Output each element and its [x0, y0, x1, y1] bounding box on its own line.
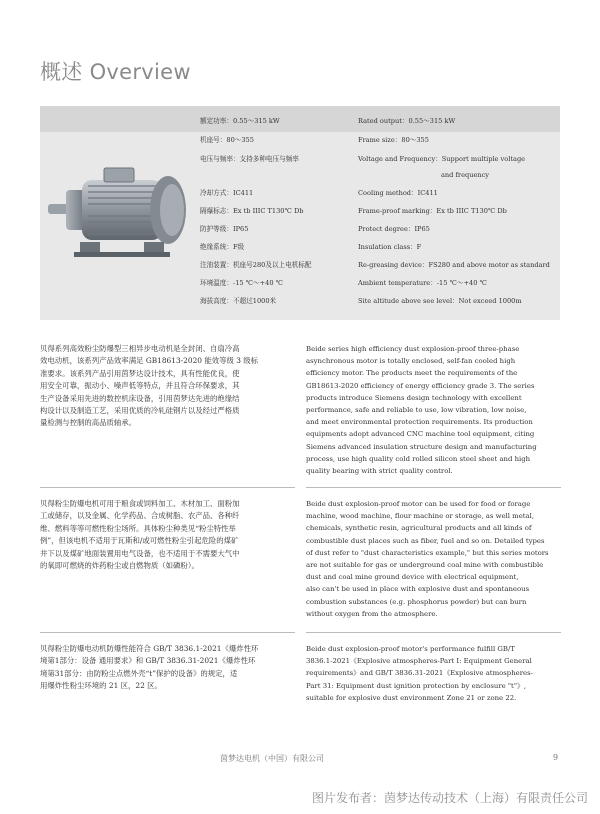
text-line: Beide dust explosion-proof motor can be used for food or forage — [306, 500, 531, 508]
spec-item: Insulation class：F — [358, 243, 422, 251]
text-line: Part 31: Equipment dust ignition protection by enclosure "t"》, — [306, 681, 527, 690]
spec-item: Site altitude above see level：Not exceed 1000m — [358, 297, 522, 305]
text-line: 生产设备采用先进的数控机床设备，引用茵梦达先进的绝缘结 — [40, 393, 240, 403]
text-line: Beide dust explosion-proof motor's performance fulfill GB/T — [306, 645, 515, 653]
text-line: efficiency motor. The products meet the requirements of the — [306, 369, 518, 378]
section-3-cn — [40, 643, 295, 693]
divider — [306, 487, 561, 488]
text-line: combustion substances (e.g. phosphorus powder) but can burn — [306, 597, 527, 606]
text-line: 构设计以及制造工艺，采用优质的冷轧硅钢片以及经过严格质 — [40, 406, 240, 416]
spec-item: Rated output：0.55～315 kW — [358, 117, 456, 125]
spec-item: 注油装置：机座号280及以上电机标配 — [200, 261, 312, 269]
section-1-en — [306, 343, 561, 477]
spec-item: 电压与频率：支持多种电压与频率 — [200, 155, 299, 163]
spec-item: 绝缘系统：F级 — [200, 243, 245, 251]
spec-item: Protect degree：IP65 — [358, 225, 430, 233]
text-line: 贝得粉尘防爆电动机防爆性能符合 GB/T 3836.1-2021《爆炸性环 — [40, 644, 259, 653]
page-title: 概述 Overview — [40, 60, 191, 84]
text-line: quality bearing with strict quality control. — [306, 467, 453, 476]
spec-item: Cooling method：IC411 — [358, 189, 438, 197]
text-line: of dust refer to "dust characteristics example," but this series motors — [306, 548, 549, 557]
text-line: dust and coal mine ground device with electrical equipment, — [306, 573, 519, 582]
text-line: requirements》and GB/T 3836.31-2021《Explosive atmospheres- — [306, 669, 533, 678]
text-line: 量检测与控制的高品质轴承。 — [40, 418, 137, 428]
text-line: machine, wood machine, flour machine or storage, as well metal, — [306, 512, 535, 521]
spec-item: 隔爆标志：Ex tb IIIC T130℃ Db — [200, 207, 304, 215]
text-line: 准要求。该系列产品引用茵梦达设计技术，具有性能优良，使 — [40, 368, 240, 378]
spec-item: 防护等级：IP65 — [200, 225, 249, 233]
spec-item: Frame-proof marking：Ex tb IIIC T130℃ Db — [358, 207, 507, 215]
text-line: 例”，但该电机不适用于瓦斯和/或可燃性粉尘引起危险的煤矿 — [40, 536, 239, 546]
spec-item: 额定功率：0.55～315 kW — [200, 117, 280, 125]
text-line: Siemens advanced insulation structure design and manufacturing — [306, 442, 537, 451]
text-line: 效电动机，该系列产品效率满足 GB18613-2020 能效等级 3 级标 — [40, 356, 259, 366]
text-line: also can't be used in place with explosive dust and spontaneous — [306, 585, 530, 594]
spec-item: Frame size：80～355 — [358, 136, 429, 144]
text-line: 贝得粉尘防爆电机可用于粮食或饲料加工、木材加工、面粉加 — [40, 499, 240, 508]
spec-item: 机座号：80～355 — [200, 136, 254, 144]
text-line: 境第31部分：由防粉尘点燃外壳“t”保护的设备》的规定，适 — [40, 668, 238, 678]
text-line: Beide series high efficiency dust explosion-proof three-phase — [306, 345, 520, 353]
section-1-cn — [40, 343, 295, 430]
divider — [40, 487, 295, 488]
text-line: 井下以及煤矿地面装置用电气设备，也不适用于不需要大气中 — [40, 548, 240, 558]
spec-item: 海拔高度：不超过1000米 — [200, 297, 277, 305]
spec-item: Re-greasing device：FS280 and above motor as standard — [358, 261, 550, 269]
text-line: combustible dust places such as fiber, fuel and so on. Detailed types — [306, 536, 545, 545]
text-line: products introduce Siemens design technology with excellent — [306, 393, 522, 402]
divider — [306, 632, 561, 633]
publisher-watermark: 图片发布者：茵梦达传动技术（上海）有限责任公司 — [311, 791, 588, 805]
spec-item: and frequency — [441, 171, 490, 179]
text-line: are not suitable for gas or underground coal mine with combustible — [306, 561, 544, 570]
text-line: 用爆炸性粉尘环境的 21 区，22 区。 — [40, 681, 162, 691]
text-line: performance, safe and reliable to use, low vibration, low noise, — [306, 406, 527, 415]
text-line: 3836.1-2021《Explosive atmospheres-Part I: Equipment General — [306, 657, 532, 666]
text-line: process, use high quality cold rolled silicon steel sheet and high — [306, 454, 531, 463]
text-line: and meet environmental protection requirements. Its production — [306, 418, 533, 427]
section-2-cn — [40, 498, 295, 572]
divider — [40, 632, 295, 633]
spec-item: Voltage and Frequency：Support multiple voltage — [358, 155, 526, 163]
text-line: equipments adopt advanced CNC machine tool equipment, citing — [306, 430, 535, 439]
spec-header-bar — [40, 106, 560, 132]
text-line: 工或储存，以及金属、化学药品、合成树脂、农产品、各种纤 — [40, 511, 240, 521]
spec-item: 冷却方式：IC411 — [200, 189, 254, 197]
text-line: 境第1部分：设备 通用要求》和 GB/T 3836.31-2021《爆炸性环 — [40, 656, 256, 666]
text-line: 维、燃料等等可燃性粉尘场所。具体粉尘种类见“粉尘特性举 — [40, 523, 236, 533]
section-3-en — [306, 643, 561, 704]
text-line: asynchronous motor is totally enclosed, self-fan cooled high — [306, 357, 516, 366]
text-line: 用安全可靠，振动小、噪声低等特点，并且符合环保要求，其 — [40, 381, 240, 391]
text-line: without oxygen from the atmosphere. — [306, 609, 438, 618]
section-2-en — [306, 498, 561, 620]
text-line: 的氧即可燃烧的炸药粉尘或自燃物质（如磷粉）。 — [40, 561, 199, 571]
text-line: chemicals, synthetic resin, agricultural products and all kinds of — [306, 524, 532, 533]
text-line: suitable for explosive dust environment Zone 21 or zone 22. — [306, 693, 517, 702]
company-footer: 茵梦达电机（中国）有限公司 — [220, 754, 324, 763]
motor-image — [44, 160, 194, 270]
page-number: 9 — [553, 753, 559, 762]
spec-item: Ambient temperature：-15 ℃～+40 ℃ — [358, 279, 487, 287]
text-line: GB18613-2020 efficiency of energy efficiency grade 3. The series — [306, 381, 535, 390]
text-line: 贝得系列高效粉尘防爆型三相异步电动机是全封闭、自扇冷高 — [40, 344, 240, 353]
spec-item: 环境温度：-15 ℃～+40 ℃ — [200, 279, 284, 287]
